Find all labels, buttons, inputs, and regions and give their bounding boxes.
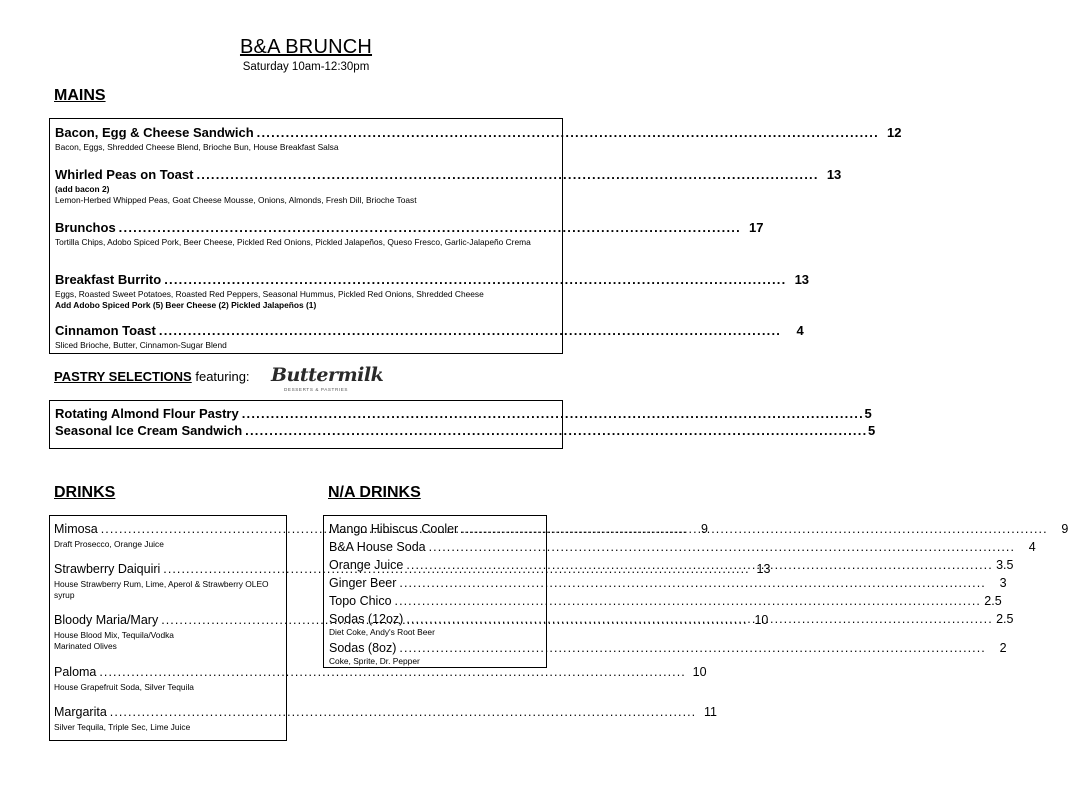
item-name: Breakfast Burrito <box>55 272 162 287</box>
item-price: 10 <box>754 613 769 627</box>
item-name: Whirled Peas on Toast <box>55 167 194 182</box>
item-price: 9 <box>1061 522 1068 536</box>
na-drinks-heading: N/A DRINKS <box>328 484 421 501</box>
item-name: Cinnamon Toast <box>55 323 156 338</box>
dot-leader <box>399 575 983 591</box>
item-name: Brunchos <box>55 220 116 235</box>
item-name: Sodas (8oz) <box>329 641 397 655</box>
item-name: Orange Juice <box>329 558 404 572</box>
item-price: 10 <box>692 665 707 679</box>
pastry-heading: PASTRY SELECTIONS <box>54 369 192 384</box>
dot-leader <box>395 593 979 609</box>
menu-item <box>329 521 1068 537</box>
menu-item <box>55 125 902 153</box>
dot-leader <box>110 705 694 719</box>
item-description: House Strawberry Rum, Lime, Aperol & Strawberry OLEO syrup <box>54 579 269 600</box>
dot-leader <box>399 640 983 656</box>
item-name: Topo Chico <box>329 594 392 608</box>
item-price: 17 <box>749 220 764 235</box>
item-description: Silver Tequila, Triple Sec, Lime Juice <box>54 722 191 732</box>
item-description: House Blood Mix, Tequila/Vodka Marinated Olives <box>54 630 174 651</box>
item-price: 13 <box>756 562 771 576</box>
item-price: 11 <box>703 705 717 719</box>
item-price: 9 <box>700 522 708 536</box>
dot-leader <box>429 539 1013 555</box>
item-name: Mimosa <box>54 522 98 536</box>
item-description: Lemon-Herbed Whipped Peas, Goat Cheese Mousse, Onions, Almonds, Fresh Dill, Brioche Toast <box>55 194 417 205</box>
item-description: Diet Coke, Andy's Root Beer <box>329 627 435 637</box>
menu-item <box>55 272 810 310</box>
item-price: 2 <box>999 641 1007 655</box>
menu-item <box>329 640 1007 667</box>
item-price: 3.5 <box>996 558 1014 572</box>
item-price: 4 <box>1028 540 1036 554</box>
featuring-label: featuring: <box>191 369 250 384</box>
buttermilk-logo <box>268 362 384 396</box>
menu-item <box>55 323 804 351</box>
item-addon-note: (add bacon 2) <box>55 184 110 194</box>
drinks-heading: DRINKS <box>54 484 116 501</box>
menu-item <box>329 539 1036 555</box>
menu-item <box>55 220 764 248</box>
menu-item <box>55 167 842 205</box>
item-name: Margarita <box>54 705 107 719</box>
dot-leader <box>242 406 862 421</box>
item-description: Coke, Sprite, Dr. Pepper <box>329 656 420 666</box>
menu-item <box>55 423 876 438</box>
item-price: 13 <box>826 167 842 182</box>
item-name: Seasonal Ice Cream Sandwich <box>55 423 243 438</box>
item-price: 5 <box>864 406 872 421</box>
item-price: 5 <box>867 423 876 438</box>
dot-leader <box>406 611 990 627</box>
item-name: Paloma <box>54 665 97 679</box>
item-description: Eggs, Roasted Sweet Potatoes, Roasted Red Peppers, Seasonal Hummus, Pickled Red Onions, Shredded Cheese <box>55 289 484 299</box>
item-description: Sliced Brioche, Butter, Cinnamon-Sugar Blend <box>55 340 227 350</box>
item-price: 13 <box>794 272 810 287</box>
item-name: Bacon, Egg & Cheese Sandwich <box>55 125 254 140</box>
item-name: Strawberry Daiquiri <box>54 562 161 576</box>
item-price: 12 <box>887 125 902 140</box>
item-addons: Add Adobo Spiced Pork (5) Beer Cheese (2) Pickled Jalapeños (1) <box>55 299 317 310</box>
dot-leader <box>461 521 1045 537</box>
item-name: Ginger Beer <box>329 576 397 590</box>
item-price: 3 <box>999 576 1007 590</box>
menu-item <box>55 406 872 421</box>
pastry-heading-line <box>54 369 250 384</box>
item-description: Tortilla Chips, Adobo Spiced Pork, Beer Cheese, Pickled Red Onions, Pickled Jalapeños, Queso Fresco, Garlic-Jalapeño Crema <box>55 237 531 247</box>
dot-leader <box>119 220 739 235</box>
menu-item <box>329 575 1007 591</box>
menu-item <box>329 593 1002 609</box>
item-description: House Grapefruit Soda, Silver Tequila <box>54 682 194 692</box>
item-price: 2.5 <box>984 594 1002 608</box>
item-name: Mango Hibiscus Cooler <box>329 522 459 536</box>
pastry-box <box>49 400 876 449</box>
item-price: 4 <box>796 323 804 338</box>
logo-tagline: DESSERTS & PASTRIES <box>284 387 349 392</box>
item-description: Draft Prosecco, Orange Juice <box>54 539 164 549</box>
dot-leader <box>245 423 865 438</box>
dot-leader <box>196 167 816 182</box>
logo-wordmark: Buttermilk <box>271 364 384 386</box>
menu-item <box>54 665 707 693</box>
item-price: 2.5 <box>996 612 1014 626</box>
item-description: Bacon, Eggs, Shredded Cheese Blend, Brioche Bun, House Breakfast Salsa <box>55 142 339 152</box>
dot-leader <box>159 323 779 338</box>
item-name: B&A House Soda <box>329 540 426 554</box>
item-name: Rotating Almond Flour Pastry <box>55 406 239 421</box>
menu-title: B&A BRUNCH <box>239 36 373 58</box>
dot-leader <box>257 125 877 140</box>
mains-box <box>49 118 902 354</box>
item-name: Sodas (12oz) <box>329 612 404 626</box>
dot-leader <box>406 557 990 573</box>
mains-heading: MAINS <box>54 87 106 104</box>
menu-item <box>54 705 717 733</box>
dot-leader <box>164 272 784 287</box>
item-name: Bloody Maria/Mary <box>54 613 159 627</box>
service-hours: Saturday 10am-12:30pm <box>242 61 370 73</box>
